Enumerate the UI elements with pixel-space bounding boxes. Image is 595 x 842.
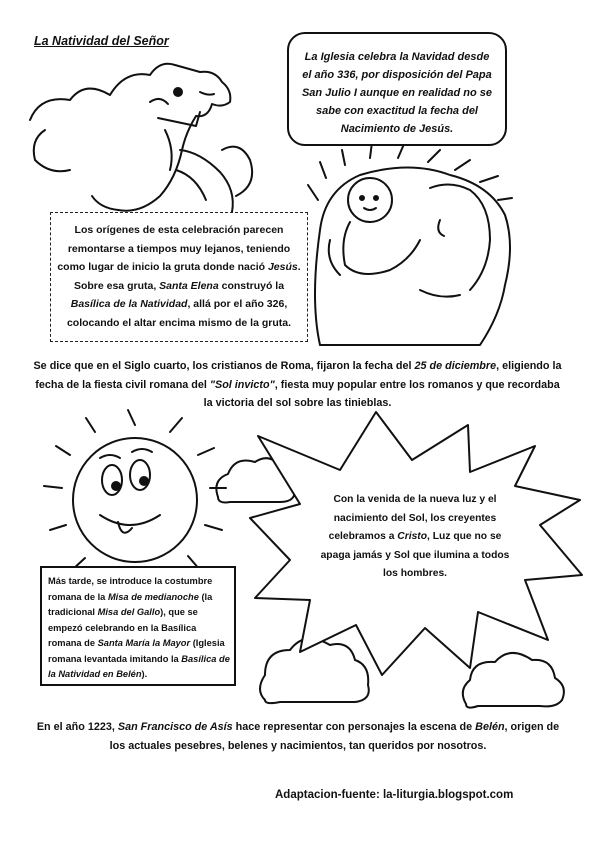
bubble-text: La Iglesia celebra la Navidad desde el año 336, por disposición del Papa San Julio I aunque en realidad no se sabe con exactitud la fecha del Nacimiento de Jesús.	[301, 51, 493, 135]
starburst-text: Con la venida de la nueva luz y el nacimiento del Sol, los creyentes celebramos a Cristo, Luz que no se apaga jamás y Sol que ilumina a todos los hombres.	[320, 494, 510, 579]
origins-text: Los orígenes de esta celebración parecen remontarse a tiempos muy lejanos, teniendo como lugar de inicio la gruta donde nació Jesús. Sobre esa gruta, Santa Elena construyó la Basílica de la Natividad, allá por el año 326, colocando el altar encima mismo de la gruta.	[57, 224, 301, 329]
page-title: La Natividad del Señor	[34, 34, 169, 48]
december-paragraph: Se dice que en el Siglo cuarto, los cristianos de Roma, fijaron la fecha del 25 de diciembre, eligiendo la fecha de la fiesta civil romana del "Sol invicto", fiesta muy popular entre los romanos y que recordaba la victoria del sol sobre las tinieblas.	[33, 360, 562, 409]
history-bubble	[287, 32, 507, 146]
source-credit: Adaptacion-fuente: la-liturgia.blogspot.com	[275, 789, 514, 801]
sun-illustration	[44, 410, 226, 590]
camel-illustration	[30, 64, 252, 212]
cloud-illustration	[463, 653, 564, 708]
midnight-mass-text: Más tarde, se introduce la costumbre romana de la Misa de medianoche (la tradicional Misa del Gallo), que se empezó celebrando en la Basílica romana de Santa María la Mayor (Iglesia romana levantada imitando la Basílica de la Natividad en Belén).	[48, 576, 230, 679]
cloud-illustration	[260, 639, 369, 704]
origins-box	[50, 212, 308, 342]
mary-child-illustration	[308, 142, 512, 345]
nativity-scene-paragraph: En el año 1223, San Francisco de Asís hace representar con personajes la escena de Belén, origen de los actuales pesebres, belenes y nacimientos, tan queridos por nosotros.	[36, 721, 560, 752]
midnight-mass-box	[40, 566, 236, 686]
